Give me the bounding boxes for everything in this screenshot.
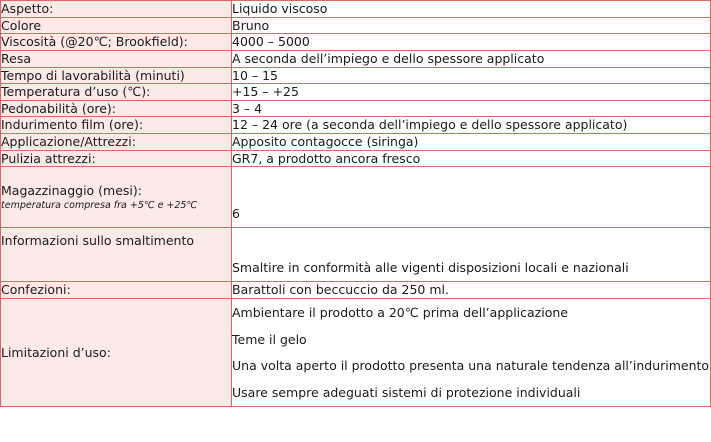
row-label-cell xyxy=(1,150,232,167)
row-label: Applicazione/Attrezzi: xyxy=(1,134,136,149)
table-row xyxy=(1,1,711,18)
row-label: Pulizia attrezzi: xyxy=(1,150,96,166)
row-value-cell: 12 – 24 ore (a seconda dell’impiego e dello spessore applicato) xyxy=(232,117,711,134)
table-row xyxy=(1,34,711,51)
row-label: Viscosità (@20℃; Brookfield): xyxy=(1,34,188,50)
row-label: Confezioni: xyxy=(1,282,71,298)
table-row xyxy=(1,17,711,34)
table-row-limitations xyxy=(1,298,711,407)
row-value-cell: +15 – +25 xyxy=(232,84,711,101)
row-label: Aspetto: xyxy=(1,1,54,16)
row-label: Temperatura d’uso (℃): xyxy=(1,84,151,100)
row-label: Pedonabilità (ore): xyxy=(1,100,117,116)
row-label-cell xyxy=(1,100,232,117)
table-row-storage xyxy=(1,167,711,228)
row-value-cell: Bruno xyxy=(232,17,711,34)
row-value-cell: Barattoli con beccuccio da 250 ml. xyxy=(232,282,711,299)
row-label-cell xyxy=(1,134,232,151)
table-row xyxy=(1,50,711,67)
table-row xyxy=(1,100,711,117)
table-row xyxy=(1,134,711,151)
row-label: Informazioni sullo smaltimento xyxy=(1,233,194,249)
row-label-cell xyxy=(1,67,232,84)
row-label-cell xyxy=(1,50,232,67)
table-body xyxy=(1,1,711,407)
row-label-cell xyxy=(1,17,232,34)
row-label-cell xyxy=(1,34,232,51)
row-value-cell: 10 – 15 xyxy=(232,67,711,84)
row-label-cell xyxy=(1,117,232,134)
limitation-item: Ambientare il prodotto a 20℃ prima dell’applicazione xyxy=(232,304,568,320)
row-label-cell xyxy=(1,167,232,228)
row-value-cell: GR7, a prodotto ancora fresco xyxy=(232,150,711,167)
row-label: Magazzinaggio (mesi): xyxy=(1,182,142,198)
row-label: Colore xyxy=(1,17,42,33)
row-value-cell xyxy=(232,298,711,407)
row-label: Resa xyxy=(1,50,31,66)
table-row xyxy=(1,84,711,101)
row-label-note: temperatura compresa fra +5℃ e +25℃ xyxy=(1,200,198,212)
row-label-cell xyxy=(1,298,232,407)
limitation-item: Una volta aperto il prodotto presenta una naturale tendenza all’indurimento xyxy=(232,358,710,374)
limitation-item: Usare sempre adeguati sistemi di protezione individuali xyxy=(232,384,581,400)
row-value-cell: 6 xyxy=(232,167,711,228)
table-row-disposal xyxy=(1,228,711,282)
row-value-cell: 3 – 4 xyxy=(232,100,711,117)
row-label-cell xyxy=(1,282,232,299)
table-row xyxy=(1,282,711,299)
row-value-cell: A seconda dell’impiego e dello spessore applicato xyxy=(232,50,711,67)
row-label: Indurimento film (ore): xyxy=(1,117,144,133)
row-value-cell: Apposito contagocce (siringa) xyxy=(232,134,711,151)
table-row xyxy=(1,117,711,134)
row-value-cell: Liquido viscoso xyxy=(232,1,711,18)
table-row xyxy=(1,150,711,167)
row-value-cell: Smaltire in conformità alle vigenti disposizioni locali e nazionali xyxy=(232,228,711,282)
row-label-cell xyxy=(1,1,232,18)
row-label-cell xyxy=(1,84,232,101)
row-label-cell xyxy=(1,228,232,282)
row-value-cell: 4000 – 5000 xyxy=(232,34,711,51)
limitation-item: Teme il gelo xyxy=(232,331,307,347)
row-label: Limitazioni d’uso: xyxy=(1,344,111,360)
table-row xyxy=(1,67,711,84)
row-label: Tempo di lavorabilità (minuti) xyxy=(1,67,185,83)
